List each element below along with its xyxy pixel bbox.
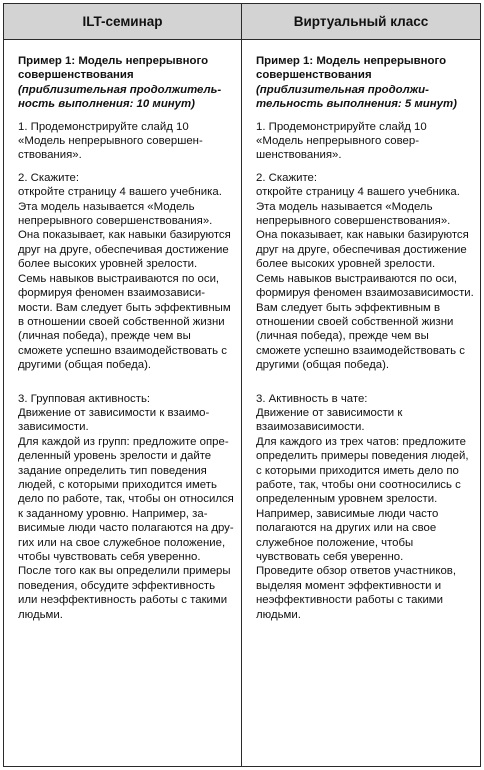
step-2-paragraph-1: откройте страницу 4 вашего учебника. Эта модель называется «Модель непрерывного совершенствования». Она показывает, как навыки базируются друг на друге, обеспечивая достижение более высоких уровней зрелости. — [256, 186, 469, 271]
comparison-table — [3, 3, 481, 767]
step-2-heading: 2. Скажите: — [256, 171, 318, 184]
step-2-heading: 2. Скажите: — [18, 171, 80, 184]
header-virtual-class: Виртуальный класс — [293, 14, 429, 29]
table-body-row — [4, 40, 480, 767]
step-3-paragraph-2: Проведите обзор ответов участников, выделяя момент эффективности и неэффективности работы с такими людьми. — [256, 565, 457, 621]
step-1: 1. Продемонстрируйте слайд 10 «Модель непрерывного совершенствования». — [18, 120, 203, 162]
step-3-paragraph-1: Для каждого из трех чатов: предложите определить примеры поведения людей, с которыми приходится иметь дело по работе, так, чтобы они соотносились с определенным уровнем зрелости. Например, зависимые люди часто полагаются на других или на свое служебное положение, чтобы чувствовать себя уверенно. — [256, 435, 469, 563]
example-title: Пример 1: Модель непрерывного совершенствования — [256, 55, 447, 82]
step-2-paragraph-2: Семь навыков выстраиваются по оси, формируя феномен взаимозависимости. Вам следует быть эффективным в отношении своей собственной жизни (личная победа), прежде чем вы сможете успешно взаимодействовать с другими (общая победа). — [18, 272, 231, 372]
step-3-subheading: Движение от зависимости к взаимозависимости. — [256, 406, 403, 434]
right-column — [242, 40, 480, 767]
table-header-row — [4, 4, 480, 40]
header-ilt-seminar: ILT-семинар — [4, 4, 242, 39]
step-1: 1. Продемонстрируйте слайд 10 «Модель непрерывного совершенствования». — [256, 120, 427, 162]
step-3-heading: 3. Групповая активность: — [18, 392, 151, 405]
step-3-paragraph-1: Для каждой из групп: предложите определенный уровень зрелости и дайте задание определить тип поведения людей, с которыми приходится иметь дело по работе, так, чтобы он относился к заданному уровню. Например, зависимые люди часто полагаются на других или на свое служебное положение, чтобы чувствовать себя уверенно. — [18, 435, 234, 563]
left-column — [4, 40, 242, 767]
example-duration: (приблизительная продолжительность выполнения: 10 минут) — [18, 83, 222, 111]
step-3-paragraph-2: После того как вы определили примеры поведения, обсудите эффективность или неэффективность работы с такими людьми. — [18, 565, 231, 621]
example-duration: (приблизительная продолжительность выполнения: 5 минут) — [256, 83, 457, 111]
step-3-subheading: Движение от зависимости к взаимозависимости. — [18, 406, 210, 434]
step-3-heading: 3. Активность в чате: — [256, 392, 368, 405]
step-2-paragraph-1: откройте страницу 4 вашего учебника. Эта модель называется «Модель непрерывного совершенствования». Она показывает, как навыки базируются друг на друге, обеспечивая достижение более высоких уровней зрелости. — [18, 186, 231, 271]
step-2-paragraph-2: Семь навыков выстраиваются по оси, формируя феномен взаимозависимости. Вам следует быть эффективным в отношении своей собственной жизни (личная победа), прежде чем вы сможете успешно взаимодействовать с другими (общая победа). — [256, 272, 474, 372]
example-title: Пример 1: Модель непрерывного совершенствования — [18, 55, 209, 82]
